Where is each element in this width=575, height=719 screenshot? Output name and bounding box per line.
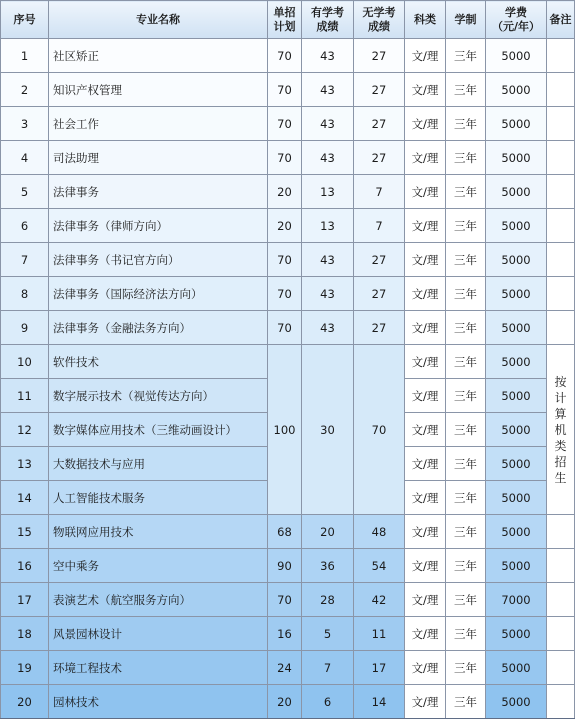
header-without-score-line1: 无学考 [362, 5, 396, 19]
plan-count: 68 [268, 515, 302, 549]
note-cell [547, 311, 575, 345]
note-cell [547, 107, 575, 141]
study-duration: 三年 [446, 73, 486, 107]
major-name: 法律事务（书记官方向） [49, 243, 268, 277]
study-duration: 三年 [446, 413, 486, 447]
tuition-fee: 5000 [486, 651, 547, 685]
table-row [1, 583, 575, 617]
plan-count: 70 [268, 73, 302, 107]
tuition-fee: 5000 [486, 685, 547, 719]
note-cell [547, 651, 575, 685]
row-index: 19 [1, 651, 49, 685]
tuition-fee: 5000 [486, 73, 547, 107]
header-fee-line1: 学费 [505, 5, 527, 19]
row-index: 14 [1, 481, 49, 515]
score-without-exam: 27 [354, 141, 405, 175]
table-row [1, 345, 575, 379]
header-without-score-line2: 成绩 [368, 19, 390, 33]
row-index: 9 [1, 311, 49, 345]
tuition-fee: 7000 [486, 583, 547, 617]
table-row [1, 73, 575, 107]
header-category: 科类 [405, 1, 446, 39]
subject-category: 文/理 [405, 107, 446, 141]
tuition-fee: 5000 [486, 141, 547, 175]
study-duration: 三年 [446, 175, 486, 209]
subject-category: 文/理 [405, 73, 446, 107]
plan-count: 70 [268, 39, 302, 73]
major-name: 社区矫正 [49, 39, 268, 73]
subject-category: 文/理 [405, 345, 446, 379]
subject-category: 文/理 [405, 549, 446, 583]
score-with-exam: 20 [302, 515, 354, 549]
plan-count: 20 [268, 175, 302, 209]
plan-count: 20 [268, 209, 302, 243]
major-name: 法律事务（金融法务方向） [49, 311, 268, 345]
header-with-score [302, 1, 354, 39]
score-with-exam: 43 [302, 39, 354, 73]
header-fee-line2: （元/年） [491, 19, 541, 33]
score-without-exam: 14 [354, 685, 405, 719]
subject-category: 文/理 [405, 447, 446, 481]
major-name: 物联网应用技术 [49, 515, 268, 549]
header-without-score [354, 1, 405, 39]
study-duration: 三年 [446, 209, 486, 243]
row-index: 13 [1, 447, 49, 481]
tuition-fee: 5000 [486, 107, 547, 141]
tuition-fee: 5000 [486, 243, 547, 277]
subject-category: 文/理 [405, 277, 446, 311]
table-body [1, 39, 575, 719]
major-name: 环境工程技术 [49, 651, 268, 685]
table-header [1, 1, 575, 39]
study-duration: 三年 [446, 39, 486, 73]
score-without-exam: 7 [354, 175, 405, 209]
subject-category: 文/理 [405, 39, 446, 73]
plan-count: 70 [268, 141, 302, 175]
tuition-fee: 5000 [486, 277, 547, 311]
note-cell [547, 685, 575, 719]
major-name: 法律事务 [49, 175, 268, 209]
table-row [1, 243, 575, 277]
study-duration: 三年 [446, 141, 486, 175]
tuition-fee: 5000 [486, 175, 547, 209]
major-name: 园林技术 [49, 685, 268, 719]
header-plan-line2: 计划 [273, 19, 296, 33]
plan-count: 70 [268, 277, 302, 311]
score-without-exam: 27 [354, 107, 405, 141]
note-cell [547, 583, 575, 617]
table-row [1, 107, 575, 141]
subject-category: 文/理 [405, 515, 446, 549]
subject-category: 文/理 [405, 311, 446, 345]
header-duration: 学制 [446, 1, 486, 39]
group-score-without-exam: 70 [354, 345, 405, 515]
score-without-exam: 17 [354, 651, 405, 685]
study-duration: 三年 [446, 617, 486, 651]
score-without-exam: 27 [354, 39, 405, 73]
subject-category: 文/理 [405, 209, 446, 243]
tuition-fee: 5000 [486, 209, 547, 243]
row-index: 20 [1, 685, 49, 719]
score-with-exam: 13 [302, 209, 354, 243]
major-name: 法律事务（国际经济法方向） [49, 277, 268, 311]
study-duration: 三年 [446, 107, 486, 141]
major-name: 风景园林设计 [49, 617, 268, 651]
row-index: 5 [1, 175, 49, 209]
table-row [1, 617, 575, 651]
major-name: 大数据技术与应用 [49, 447, 268, 481]
study-duration: 三年 [446, 243, 486, 277]
study-duration: 三年 [446, 311, 486, 345]
score-with-exam: 43 [302, 73, 354, 107]
table-row [1, 549, 575, 583]
note-cell [547, 39, 575, 73]
score-with-exam: 13 [302, 175, 354, 209]
major-name: 空中乘务 [49, 549, 268, 583]
note-cell [547, 243, 575, 277]
tuition-fee: 5000 [486, 447, 547, 481]
header-index: 序号 [1, 1, 49, 39]
subject-category: 文/理 [405, 141, 446, 175]
major-name: 司法助理 [49, 141, 268, 175]
subject-category: 文/理 [405, 243, 446, 277]
row-index: 17 [1, 583, 49, 617]
study-duration: 三年 [446, 481, 486, 515]
score-with-exam: 43 [302, 277, 354, 311]
score-with-exam: 5 [302, 617, 354, 651]
score-with-exam: 28 [302, 583, 354, 617]
tuition-fee: 5000 [486, 549, 547, 583]
tuition-fee: 5000 [486, 515, 547, 549]
header-plan-line1: 单招 [273, 5, 296, 19]
row-index: 7 [1, 243, 49, 277]
score-without-exam: 27 [354, 73, 405, 107]
score-without-exam: 42 [354, 583, 405, 617]
study-duration: 三年 [446, 345, 486, 379]
major-name: 数字展示技术（视觉传达方向） [49, 379, 268, 413]
row-index: 2 [1, 73, 49, 107]
study-duration: 三年 [446, 447, 486, 481]
group-plan-count: 100 [268, 345, 302, 515]
major-name: 知识产权管理 [49, 73, 268, 107]
score-with-exam: 43 [302, 141, 354, 175]
subject-category: 文/理 [405, 583, 446, 617]
major-name: 数字媒体应用技术（三维动画设计） [49, 413, 268, 447]
table-row [1, 175, 575, 209]
header-fee [486, 1, 547, 39]
tuition-fee: 5000 [486, 481, 547, 515]
subject-category: 文/理 [405, 481, 446, 515]
score-without-exam: 27 [354, 243, 405, 277]
row-index: 11 [1, 379, 49, 413]
tuition-fee: 5000 [486, 413, 547, 447]
plan-count: 20 [268, 685, 302, 719]
note-cell [547, 73, 575, 107]
major-name: 人工智能技术服务 [49, 481, 268, 515]
note-cell [547, 617, 575, 651]
note-cell [547, 549, 575, 583]
note-cell [547, 141, 575, 175]
score-without-exam: 11 [354, 617, 405, 651]
row-index: 12 [1, 413, 49, 447]
row-index: 1 [1, 39, 49, 73]
tuition-fee: 5000 [486, 379, 547, 413]
score-without-exam: 7 [354, 209, 405, 243]
score-without-exam: 54 [354, 549, 405, 583]
study-duration: 三年 [446, 277, 486, 311]
score-with-exam: 43 [302, 243, 354, 277]
plan-count: 70 [268, 243, 302, 277]
subject-category: 文/理 [405, 379, 446, 413]
tuition-fee: 5000 [486, 311, 547, 345]
study-duration: 三年 [446, 583, 486, 617]
row-index: 4 [1, 141, 49, 175]
header-with-score-line1: 有学考 [311, 5, 344, 19]
table-row [1, 277, 575, 311]
score-with-exam: 43 [302, 311, 354, 345]
tuition-fee: 5000 [486, 617, 547, 651]
major-name: 法律事务（律师方向） [49, 209, 268, 243]
study-duration: 三年 [446, 651, 486, 685]
row-index: 18 [1, 617, 49, 651]
score-without-exam: 27 [354, 311, 405, 345]
row-index: 10 [1, 345, 49, 379]
score-with-exam: 7 [302, 651, 354, 685]
score-with-exam: 36 [302, 549, 354, 583]
header-plan [268, 1, 302, 39]
table-row [1, 515, 575, 549]
table-row [1, 141, 575, 175]
header-note: 备注 [547, 1, 575, 39]
table-row [1, 39, 575, 73]
group-score-with-exam: 30 [302, 345, 354, 515]
subject-category: 文/理 [405, 685, 446, 719]
table-row [1, 311, 575, 345]
note-cell [547, 175, 575, 209]
note-cell [547, 209, 575, 243]
table-row [1, 651, 575, 685]
plan-count: 70 [268, 583, 302, 617]
subject-category: 文/理 [405, 617, 446, 651]
major-name: 社会工作 [49, 107, 268, 141]
score-without-exam: 27 [354, 277, 405, 311]
score-without-exam: 48 [354, 515, 405, 549]
plan-count: 90 [268, 549, 302, 583]
row-index: 3 [1, 107, 49, 141]
plan-count: 24 [268, 651, 302, 685]
study-duration: 三年 [446, 379, 486, 413]
score-with-exam: 6 [302, 685, 354, 719]
major-name: 软件技术 [49, 345, 268, 379]
tuition-fee: 5000 [486, 39, 547, 73]
row-index: 6 [1, 209, 49, 243]
plan-count: 70 [268, 107, 302, 141]
study-duration: 三年 [446, 685, 486, 719]
row-index: 8 [1, 277, 49, 311]
tuition-fee: 5000 [486, 345, 547, 379]
header-row [1, 1, 575, 39]
header-with-score-line2: 成绩 [316, 19, 339, 33]
row-index: 15 [1, 515, 49, 549]
table-row [1, 209, 575, 243]
score-with-exam: 43 [302, 107, 354, 141]
table-row [1, 685, 575, 719]
row-index: 16 [1, 549, 49, 583]
plan-count: 70 [268, 311, 302, 345]
header-major-name: 专业名称 [49, 1, 268, 39]
note-cell [547, 277, 575, 311]
plan-count: 16 [268, 617, 302, 651]
study-duration: 三年 [446, 515, 486, 549]
subject-category: 文/理 [405, 651, 446, 685]
group-note: 按计算机类招生 [547, 345, 575, 515]
subject-category: 文/理 [405, 175, 446, 209]
subject-category: 文/理 [405, 413, 446, 447]
note-cell [547, 515, 575, 549]
study-duration: 三年 [446, 549, 486, 583]
major-name: 表演艺术（航空服务方向） [49, 583, 268, 617]
